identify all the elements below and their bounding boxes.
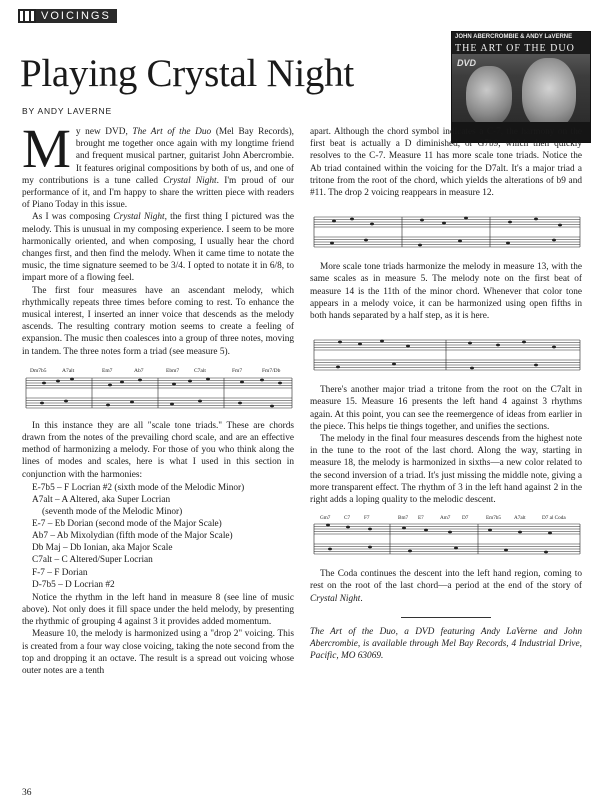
music-notation-excerpt xyxy=(22,364,294,414)
paragraph: The first four measures have an ascendant melody, which rhythmically repeats three times before coming to rest. To enhance the musical interest, I inserted an inner voice that descends as the melody ascends. The resulting contrary motion seems to create a feeling of expansion. The music then coalesces into a group of three notes, moving in tandem. The three notes form a triad (see measure 5). xyxy=(22,285,294,357)
music-notation-excerpt xyxy=(310,328,582,378)
page-number: 36 xyxy=(22,788,32,798)
paragraph: The Coda continues the descent into the left hand region, coming to rest on the root of the last chord—a period at the end of the story of Crystal Night. xyxy=(310,569,582,604)
scale-list-item: C7alt – C Altered/Super Locrian xyxy=(32,555,153,566)
chord-symbol: E7 xyxy=(418,515,424,522)
chord-symbol: Bm7 xyxy=(398,515,409,522)
dvd-cover-names: JOHN ABERCROMBIE & ANDY LaVERNE xyxy=(455,34,573,40)
paragraph-intro: My new DVD, The Art of the Duo (Mel Bay Records), brought me together once again with my longtime friend and frequent musical partner, guitarist John Abercrombie. It features original compositions by both of us, and one of my contributions is a tune called Crystal Night. I'm proud of our performance of it, and I'm happy to share the written piece with readers of Piano Today in this issue. xyxy=(22,118,295,211)
paragraph: Notice the rhythm in the left hand in measure 8 (see line of music above). Not only does it fill space under the held melody, by presenting the rhythmic of grouping 4 against 3 it provides added momentum. xyxy=(22,592,294,628)
chord-symbol: D7 al Coda xyxy=(542,515,566,522)
dvd-cover-title: THE ART OF THE DUO xyxy=(455,43,575,54)
paragraph: There's another major triad a tritone from the root on the C7alt in measure 15. Measure 16 presents the left hand 4 against 3 rhythms again. At this point, you can see the reemergence of ideas from earlier in the piece. This helps tie things together, and unifies the sections. xyxy=(310,385,582,432)
scale-list xyxy=(22,482,294,591)
divider xyxy=(401,617,491,618)
chord-symbol: Fm7/Db xyxy=(262,367,281,374)
chord-symbol: D7 xyxy=(462,515,469,522)
chord-symbol: F7 xyxy=(364,515,370,522)
chord-symbol: C7alt xyxy=(194,367,206,374)
chord-symbol: A7alt xyxy=(514,515,526,522)
scale-list-item: Db Maj – Db Ionian, aka Major Scale xyxy=(32,543,173,554)
dvd-badge: DVD xyxy=(457,58,477,68)
section-label: VOICINGS xyxy=(36,9,117,23)
scale-list-item: A7alt – A Altered, aka Super Locrian xyxy=(32,494,171,505)
chord-symbol: Ab7 xyxy=(134,367,144,374)
paragraph: More scale tone triads harmonize the melody in measure 13, with the same scales as in measure 5. The melody note on the first beat of measure 14 is the 11th of the minor chord. Whenever that color tone appears in a melody voice, it can be harmonized using open fifths in both hands separated by a half step, as it is here. xyxy=(310,262,582,322)
column-right xyxy=(310,126,582,662)
paragraph: The melody in the final four measures descends from the highest note in the tune to the root of the last chord. Along the way, starting in measure 18, the melody is harmonized in sixths—a new color related to the second inversion of a triad. It's just missing the middle note, giving a more transparent effect. The rhythm of 3 in the left hand against 2 in the right adds a loping quality to the melodic descent. xyxy=(310,434,582,506)
article-title: Playing Crystal Night xyxy=(20,52,354,95)
chord-symbol: C7 xyxy=(344,515,351,522)
section-logo-icon xyxy=(18,9,36,23)
paragraph: As I was composing Crystal Night, the first thing I pictured was the melody. This is unusual in my composing experience. I seem to be more harmonically oriented, and when composing, I usually hear the chord changes first, and then find the melody. When it came time to notate the music, the time signature seemed to be 3/4. I opted to notate it in 6/8, to impart more of a flowing feel. xyxy=(22,212,294,284)
chord-symbol: Fm7 xyxy=(232,367,243,374)
scale-list-item: E-7 – Eb Dorian (second mode of the Major Scale) xyxy=(32,519,222,530)
scale-list-item: E-7b5 – F Locrian #2 (sixth mode of the Melodic Minor) xyxy=(32,482,245,493)
paragraph: apart. Although the chord symbol indicates a C-7, the harmony on the first beat is actually a D diminished, or G7b9, which then quickly resolves to the C-7. Measure 11 has more scale tone triads. Notice the Ab triad contained within the voicing for the D7alt. It's a major triad a tritone from the root of the chord, which yields the alterations of b9 and #11. The drop 2 voicing reappears in measure 12. xyxy=(310,127,582,199)
chord-symbol: Dm7b5 xyxy=(30,367,47,374)
section-tag xyxy=(18,8,117,24)
scale-list-item: F-7 – F Dorian xyxy=(32,567,88,578)
chord-symbol: Ebm7 xyxy=(166,367,180,374)
scale-list-item: (seventh mode of the Melodic Minor) xyxy=(42,507,183,518)
chord-symbol: Gm7 xyxy=(320,515,331,522)
dvd-credit: The Art of the Duo, a DVD featuring Andy LaVerne and John Abercrombie, is available through Mel Bay Records, 4 Industrial Drive, Pacific, MO 63069. xyxy=(310,626,582,662)
paragraph: In this instance they are all "scale tone triads." These are chords drawn from the notes of the prevailing chord scale, and are an effective method of harmonizing a melody. For those of you who think along the lines of modes and scales, here is what I used in this section in conjunction with the harmonies: xyxy=(22,420,294,480)
column-left xyxy=(22,118,295,677)
music-notation-excerpt xyxy=(310,205,582,255)
chord-symbol: Em7b5 xyxy=(486,515,501,522)
chord-symbol: Em7 xyxy=(102,367,113,374)
byline: BY ANDY LAVERNE xyxy=(22,106,112,116)
paragraph: Measure 10, the melody is harmonized using a "drop 2" voicing. This is created from a four way close voicing, taking the note second from the top and dropping it an octave. The result is a spread out voicing whose outer notes are a tenth xyxy=(22,629,294,676)
scale-list-item: Ab7 – Ab Mixolydian (fifth mode of the Major Scale) xyxy=(32,531,233,542)
scale-list-item: D-7b5 – D Locrian #2 xyxy=(32,579,115,590)
chord-symbol: A7alt xyxy=(62,367,75,374)
chord-symbol: Am7 xyxy=(440,515,451,522)
music-notation-excerpt xyxy=(310,512,582,562)
drop-cap: M xyxy=(22,118,71,179)
